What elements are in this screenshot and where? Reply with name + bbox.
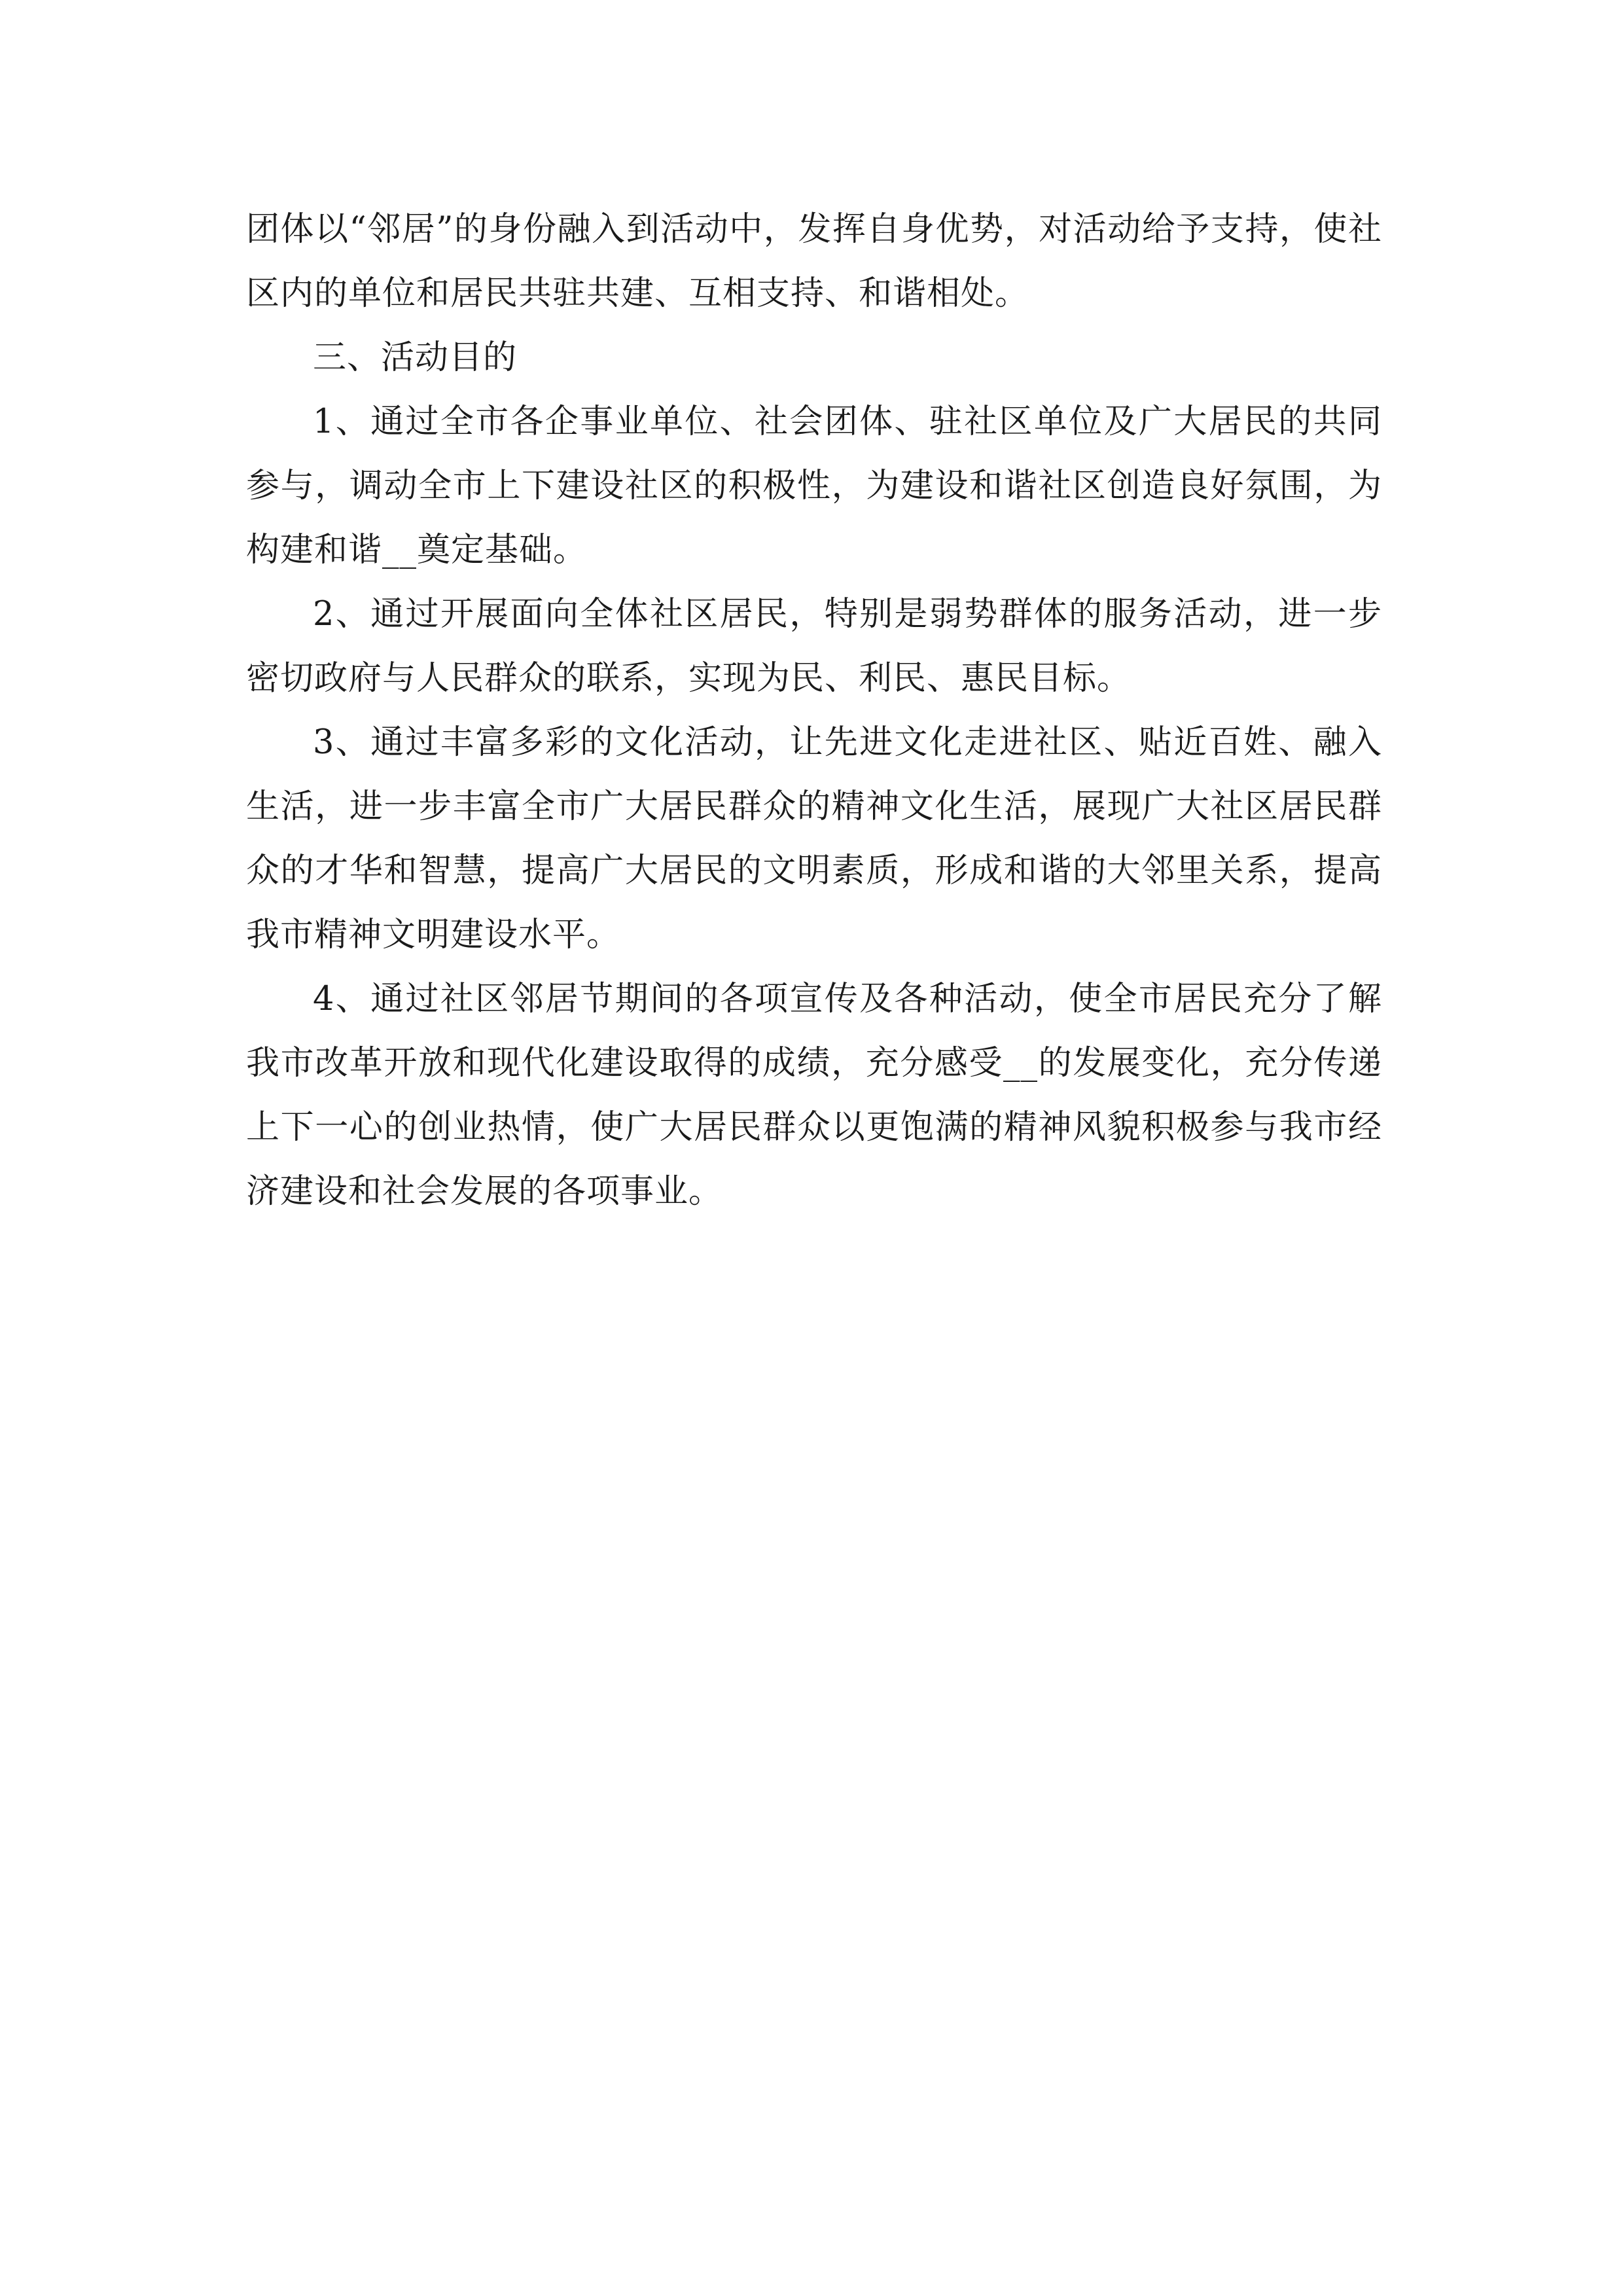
section-heading: 三、活动目的 [313,338,518,377]
document-body [246,198,1382,1224]
paragraph-item-3: 3、通过丰富多彩的文化活动，让先进文化走进社区、贴近百姓、融入生活，进一步丰富全市广大居民群众的精神文化生活，展现广大社区居民群众的才华和智慧，提高广大居民的文明素质，形成和谐的大邻里关系，提高我市精神文明建设水平。 [246,723,1382,954]
paragraph-item-2: 2、通过开展面向全体社区居民，特别是弱势群体的服务活动，进一步密切政府与人民群众的联系，实现为民、利民、惠民目标。 [246,595,1382,698]
paragraph-item-1: 1、通过全市各企事业单位、社会团体、驻社区单位及广大居民的共同参与，调动全市上下建设社区的积极性，为建设和谐社区创造良好氛围，为构建和谐__奠定基础。 [246,403,1382,569]
paragraph-continuation: 团体以“邻居”的身份融入到活动中，发挥自身优势，对活动给予支持，使社区内的单位和居民共驻共建、互相支持、和谐相处。 [246,210,1382,313]
paragraph-item-4: 4、通过社区邻居节期间的各项宣传及各种活动，使全市居民充分了解我市改革开放和现代化建设取得的成绩，充分感受__的发展变化，充分传递上下一心的创业热情，使广大居民群众以更饱满的精神风貌积极参与我市经济建设和社会发展的各项事业。 [246,980,1382,1211]
